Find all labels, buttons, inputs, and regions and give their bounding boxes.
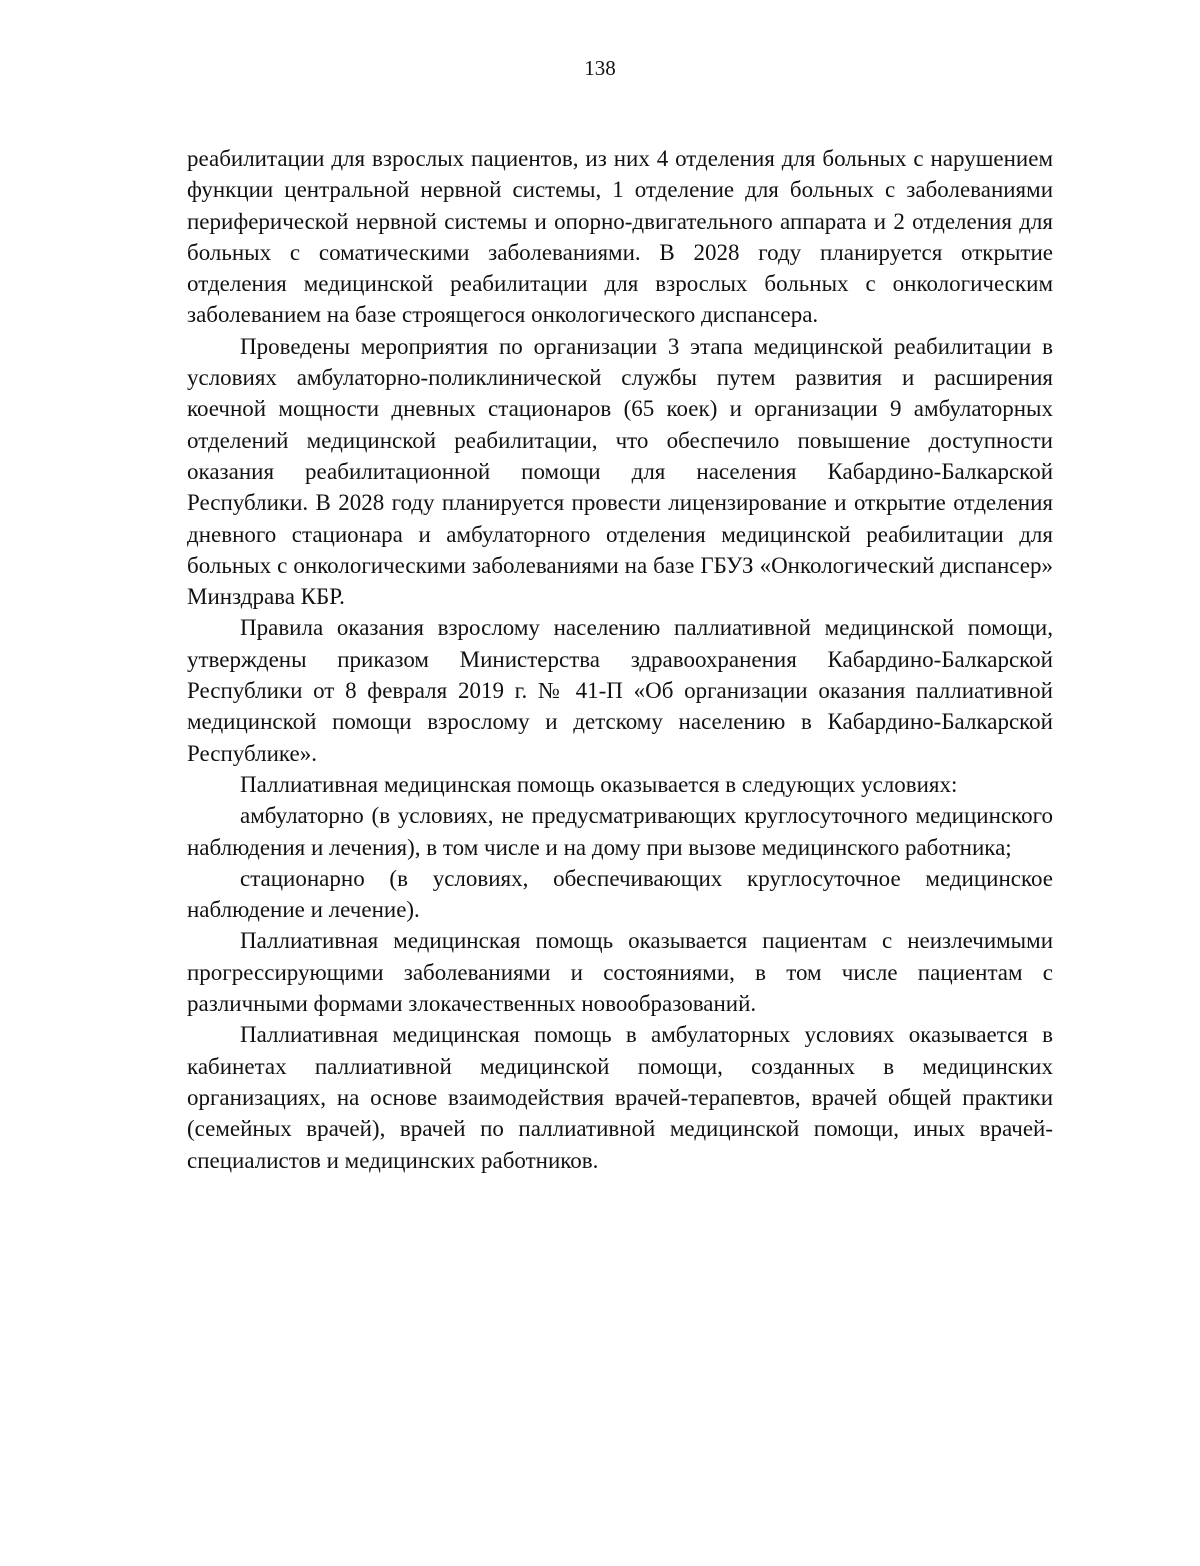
- paragraph-palliative-conditions: Паллиативная медицинская помощь оказывается в следующих условиях:: [240, 771, 958, 797]
- paragraph-palliative-patients: Паллиативная медицинская помощь оказывается пациентам с неизлечимыми прогрессирующими заболеваниями и состояниями, в том числе пациентам с различными формами злокачественных новообразований.: [187, 928, 1053, 1017]
- document-body: [187, 143, 1053, 1176]
- paragraph-inpatient: стационарно (в условиях, обеспечивающих круглосуточное медицинское наблюдение и лечение).: [187, 865, 1053, 923]
- paragraph-rehab-stage-3: Проведены мероприятия по организации 3 этапа медицинской реабилитации в условиях амбулаторно-поликлинической службы путем развития и расширения коечной мощности дневных стационаров (65 коек) и организации 9 амбулаторных отделений медицинской реабилитации, что обеспечило повышение доступности оказания реабилитационной помощи для населения Кабардино-Балкарской Республики. В 2028 году планируется провести лицензирование и открытие отделения дневного стационара и амбулаторного отделения медицинской реабилитации для больных с онкологическими заболеваниями на базе ГБУЗ «Онкологический диспансер» Минздрава КБР.: [187, 333, 1053, 610]
- paragraph-outpatient: амбулаторно (в условиях, не предусматривающих круглосуточного медицинского наблюдения и лечения), в том числе и на дому при вызове медицинского работника;: [187, 803, 1053, 860]
- page-number: 138: [584, 56, 616, 80]
- paragraph-palliative-offices: Паллиативная медицинская помощь в амбулаторных условиях оказывается в кабинетах паллиативной медицинской помощи, созданных в медицинских организациях, на основе взаимодействия врачей-терапевтов, врачей общей практики (семейных врачей), врачей по паллиативной медицинской помощи, иных врачей-специалистов и медицинских работников.: [187, 1022, 1053, 1173]
- paragraph-palliative-rules: Правила оказания взрослому населению паллиативной медицинской помощи, утверждены приказом Министерства здравоохранения Кабардино-Балкарской Республики от 8 февраля 2019 г. № 41-П «Об организации оказания паллиативной медицинской помощи взрослому и детскому населению в Кабардино-Балкарской Республике».: [187, 615, 1053, 766]
- paragraph-rehab-departments: реабилитации для взрослых пациентов, из них 4 отделения для больных с нарушением функции центральной нервной системы, 1 отделение для больных с заболеваниями периферической нервной системы и опорно-двигательного аппарата и 2 отделения для больных с соматическими заболеваниями. В 2028 году планируется открытие отделения медицинской реабилитации для взрослых больных с онкологическим заболеванием на базе строящегося онкологического диспансера.: [187, 146, 1053, 328]
